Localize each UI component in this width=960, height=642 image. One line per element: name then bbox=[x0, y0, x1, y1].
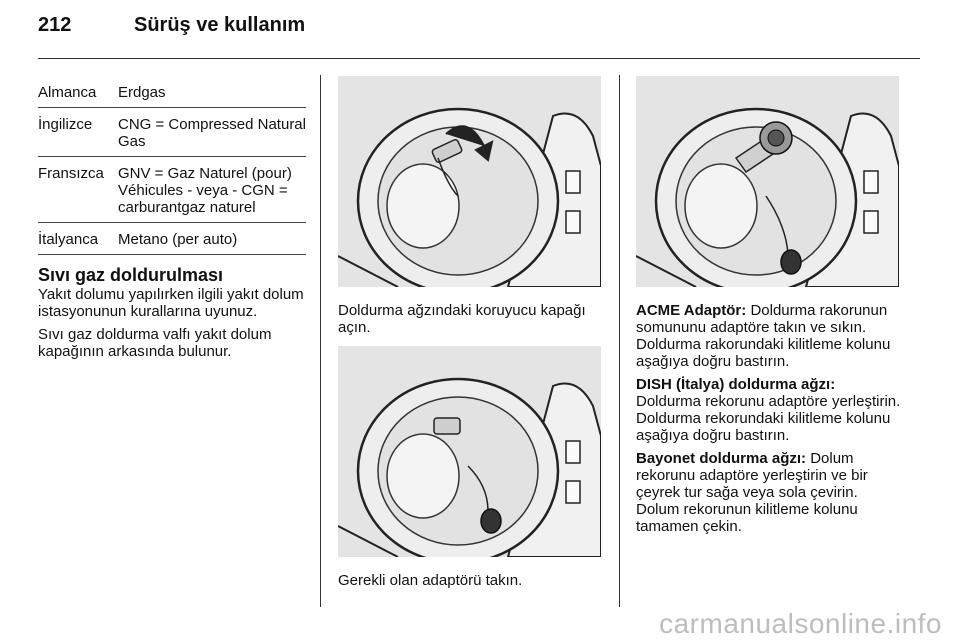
language-value: Metano (per auto) bbox=[118, 231, 238, 248]
adapter-text: Doldurma rekorunu adaptöre yerleştirin. Doldurma rekorundaki kilitleme kolunu aşağıya doğru bastırın. bbox=[636, 393, 901, 444]
section-paragraph: Sıvı gaz doldurma valfı yakıt dolum kapağının arkasında bulunur. bbox=[38, 326, 272, 360]
bayonet-adapter-paragraph bbox=[636, 450, 904, 535]
language-row bbox=[38, 114, 306, 157]
adapter-text: Dolum rekorunu adaptöre yerleştirin ve bir çeyrek tur sağa veya sola çevirin. Dolum rekorunun kilitleme kolunu tamamen çekin. bbox=[636, 450, 868, 535]
page-number: 212 bbox=[38, 14, 72, 36]
language-value: Erdgas bbox=[118, 84, 166, 101]
column-divider-1 bbox=[320, 75, 321, 607]
adapter-label: ACME Adaptör: bbox=[636, 302, 747, 319]
language-row bbox=[38, 229, 306, 255]
page-header bbox=[38, 14, 305, 37]
language-name: Almanca bbox=[38, 84, 97, 101]
adapter-insert-illustration bbox=[338, 346, 601, 557]
adapter-label: Bayonet doldurma ağzı: bbox=[636, 450, 807, 467]
language-value: CNG = Compressed Natural Gas bbox=[118, 116, 306, 150]
page-title: Sürüş ve kullanım bbox=[134, 14, 306, 36]
language-row bbox=[38, 82, 306, 108]
language-name: İngilizce bbox=[38, 116, 93, 133]
adapter-drawing bbox=[338, 346, 601, 557]
watermark: carmanualsonline.info bbox=[659, 608, 942, 639]
fuel-flap-drawing bbox=[338, 76, 601, 287]
adapter-text: Doldurma rakorunun somununu adaptöre takın ve sıkın. Doldurma rakorundaki kilitleme kolunu aşağıya doğru bastırın. bbox=[636, 302, 891, 370]
fuel-flap-open-cap-illustration bbox=[338, 76, 601, 287]
acme-adapter-drawing bbox=[636, 76, 899, 287]
language-name: Fransızca bbox=[38, 165, 104, 182]
acme-adapter-paragraph bbox=[636, 302, 904, 370]
language-value: GNV = Gaz Naturel (pour) Véhicules - veya - CGN = carburantgaz naturel bbox=[118, 165, 292, 216]
image2-caption: Gerekli olan adaptörü takın. bbox=[338, 572, 523, 589]
adapter-label: DISH (İtalya) doldurma ağzı: bbox=[636, 376, 836, 393]
column-divider-2 bbox=[619, 75, 620, 607]
acme-adapter-illustration bbox=[636, 76, 899, 287]
dish-adapter-paragraph bbox=[636, 376, 904, 444]
section-title: Sıvı gaz doldurulması bbox=[38, 265, 224, 285]
language-name: İtalyanca bbox=[38, 231, 99, 248]
adapter-instructions bbox=[636, 302, 904, 541]
header-rule bbox=[38, 58, 920, 59]
column-1 bbox=[38, 82, 306, 366]
image1-caption: Doldurma ağzındaki koruyucu kapağı açın. bbox=[338, 302, 586, 336]
section-paragraph: Yakıt dolumu yapılırken ilgili yakıt dolum istasyonunun kurallarına uyunuz. bbox=[38, 286, 304, 320]
language-row bbox=[38, 163, 306, 223]
